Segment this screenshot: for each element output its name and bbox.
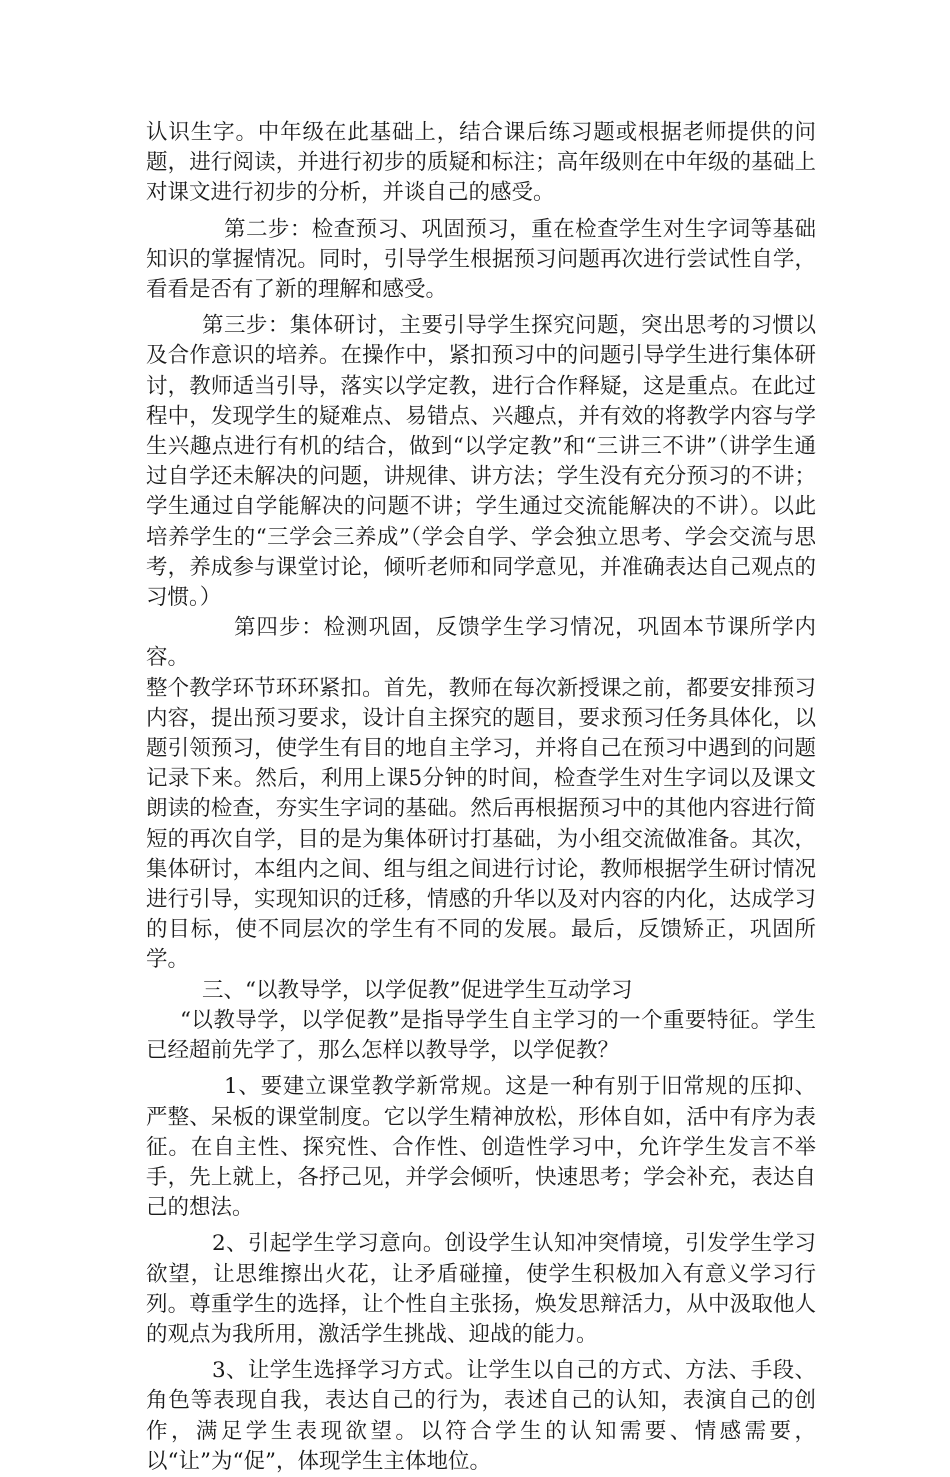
paragraph-step-two: 第二步：检查预习、巩固预习，重在检查学生对生字词等基础知识的掌握情况。同时，引导学生根据预习问题再次进行尝试性自学，看看是否有了新的理解和感受。: [146, 216, 816, 303]
paragraph-step-four: 第四步：检测巩固，反馈学生学习情况，巩固本节课所学内容。: [146, 615, 816, 671]
paragraph-item-two: 2、引起学生学习意向。创设学生认知冲突情境，引发学生学习欲望，让思维擦出火花，让矛盾碰撞，使学生积极加入有意义学习行列。尊重学生的选择，让个性自主张扬，焕发思辩活力，从中汲取他人的观点为我所用，激活学生挑战、迎战的能力。: [146, 1231, 816, 1347]
paragraph-section-intro: “以教导学，以学促教”是指导学生自主学习的一个重要特征。学生已经超前先学了，那么怎样以教导学，以学促教？: [146, 1007, 816, 1064]
document-body: [146, 118, 816, 1477]
paragraph-step-three: 第三步：集体研讨，主要引导学生探究问题，突出思考的习惯以及合作意识的培养。在操作中，紧扣预习中的问题引导学生进行集体研讨，教师适当引导，落实以学定教，进行合作释疑，这是重点。在此过程中，发现学生的疑难点、易错点、兴趣点，并有效的将教学内容与学生兴趣点进行有机的结合，做到“以学定教”和“三讲三不讲”（讲学生通过自学还未解决的问题，讲规律、讲方法；学生没有充分预习的不讲；学生通过自学能解决的问题不讲；学生通过交流能解决的不讲）。以此培养学生的“三学会三养成”（学会自学、学会独立思考、学会交流与思考，养成参与课堂讨论，倾听老师和同学意见，并准确表达自己观点的习惯。）: [146, 313, 816, 611]
paragraph-item-three: 3、让学生选择学习方式。让学生以自己的方式、方法、手段、角色等表现自我，表达自己的行为，表述自己的认知，表演自己的创作，满足学生表现欲望。以符合学生的认知需要、情感需要，以“让”为“促”，体现学生主体地位。: [146, 1358, 816, 1474]
paragraph-intro-continued: 认识生字。中年级在此基础上，结合课后练习题或根据老师提供的问题，进行阅读，并进行初步的质疑和标注；高年级则在中年级的基础上对课文进行初步的分析，并谈自己的感受。: [146, 120, 816, 206]
paragraph-item-one: 1、要建立课堂教学新常规。这是一种有别于旧常规的压抑、严整、呆板的课堂制度。它以学生精神放松，形体自如，活中有序为表征。在自主性、探究性、合作性、创造性学习中，允许学生发言不举手，先上就上，各抒己见，并学会倾听，快速思考；学会补充，表达自己的想法。: [146, 1074, 816, 1221]
section-heading-three: 三、“以教导学，以学促教”促进学生互动学习: [202, 977, 633, 1003]
paragraph-summary: 整个教学环节环环紧扣。首先，教师在每次新授课之前，都要安排预习内容，提出预习要求，设计自主探究的题目，要求预习任务具体化，以题引领预习，使学生有目的地自主学习，并将自己在预习中遇到的问题记录下来。然后，利用上课5分钟的时间，检查学生对生字词以及课文朗读的检查，夯实生字词的基础。然后再根据预习中的其他内容进行简短的再次自学，目的是为集体研讨打基础，为小组交流做准备。其次，集体研讨，本组内之间、组与组之间进行讨论，教师根据学生研讨情况进行引导，实现知识的迁移，情感的升华以及对内容的内化，达成学习的目标，使不同层次的学生有不同的发展。最后，反馈矫正，巩固所学。: [146, 675, 816, 973]
